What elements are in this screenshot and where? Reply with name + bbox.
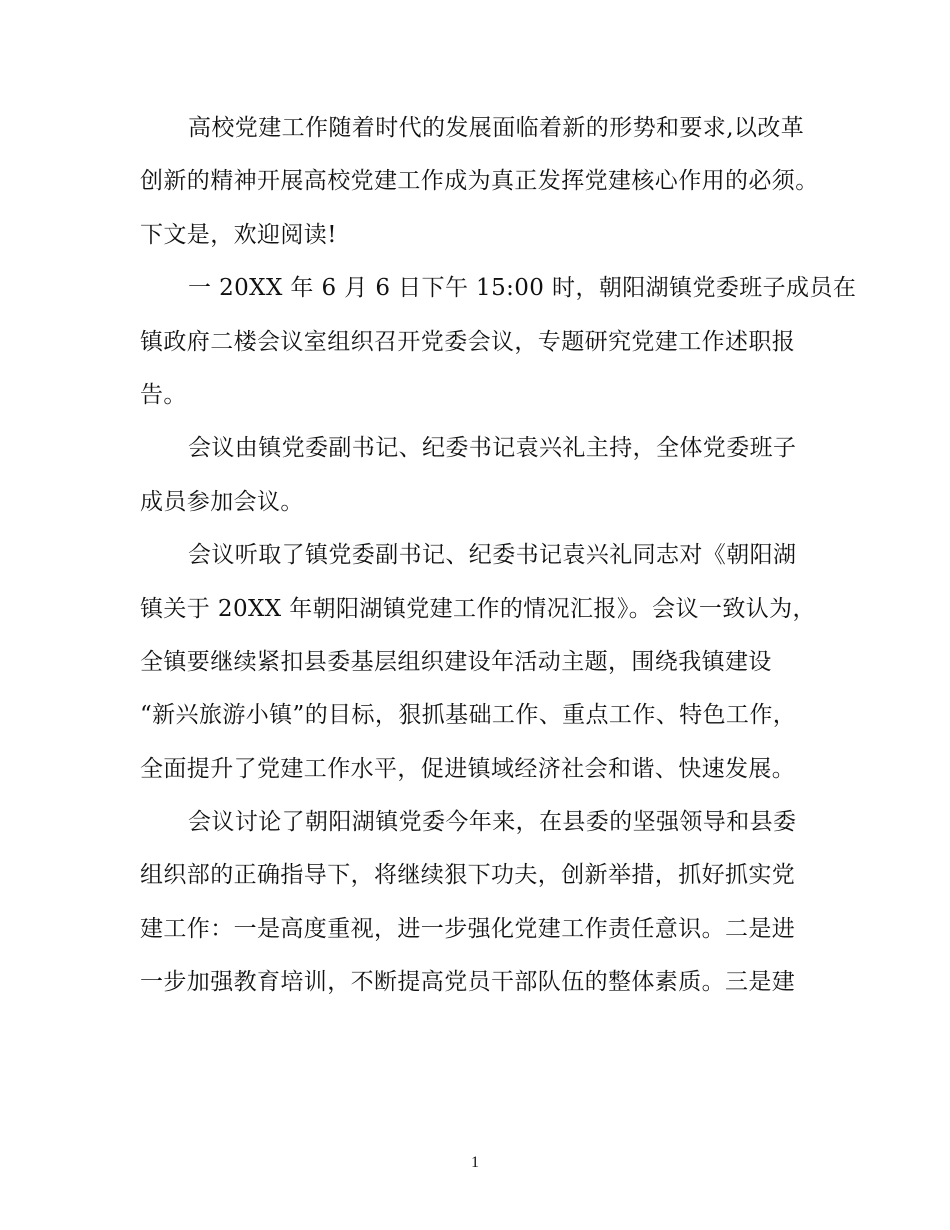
paragraph-line: 成员参加会议。 [140,488,304,515]
paragraph-line: 会议讨论了朝阳湖镇党委今年来，在县委的坚强领导和县委 [188,809,797,836]
document-body [140,102,857,1010]
paragraph-line: 会议由镇党委副书记、纪委书记袁兴礼主持，全体党委班子 [188,435,797,462]
paragraph-line: 告。 [140,381,187,408]
paragraph-line: 下文是，欢迎阅读! [140,221,337,248]
paragraph-line: “新兴旅游小镇”的目标，狠抓基础工作、重点工作、特色工作， [140,702,797,729]
paragraph-line: 全镇要继续紧扣县委基层组织建设年活动主题，围绕我镇建设 [140,648,772,675]
paragraph-line: 会议听取了镇党委副书记、纪委书记袁兴礼同志对《朝阳湖 [188,542,797,569]
paragraph-line: 建工作：一是高度重视，进一步强化党建工作责任意识。二是进 [140,915,796,942]
paragraph-line: 一 20XX 年 6 月 6 日下午 15:00 时，朝阳湖镇党委班子成员在 [188,275,857,302]
paragraph-line: 镇关于 20XX 年朝阳湖镇党建工作的情况汇报》。会议一致认为， [140,595,816,622]
paragraph-line: 组织部的正确指导下，将继续狠下功夫，创新举措，抓好抓实党 [140,862,796,889]
paragraph-line: 创新的精神开展高校党建工作成为真正发挥党建核心作用的必须。 [140,168,819,195]
paragraph-line: 镇政府二楼会议室组织召开党委会议，专题研究党建工作述职报 [140,328,796,355]
page-number: 1 [471,1154,479,1171]
paragraph-line: 一步加强教育培训，不断提高党员干部队伍的整体素质。三是建 [140,969,796,996]
paragraph-line: 全面提升了党建工作水平，促进镇域经济社会和谐、快速发展。 [140,755,796,782]
paragraph-line: 高校党建工作随着时代的发展面临着新的形势和要求,以改革 [188,115,805,141]
